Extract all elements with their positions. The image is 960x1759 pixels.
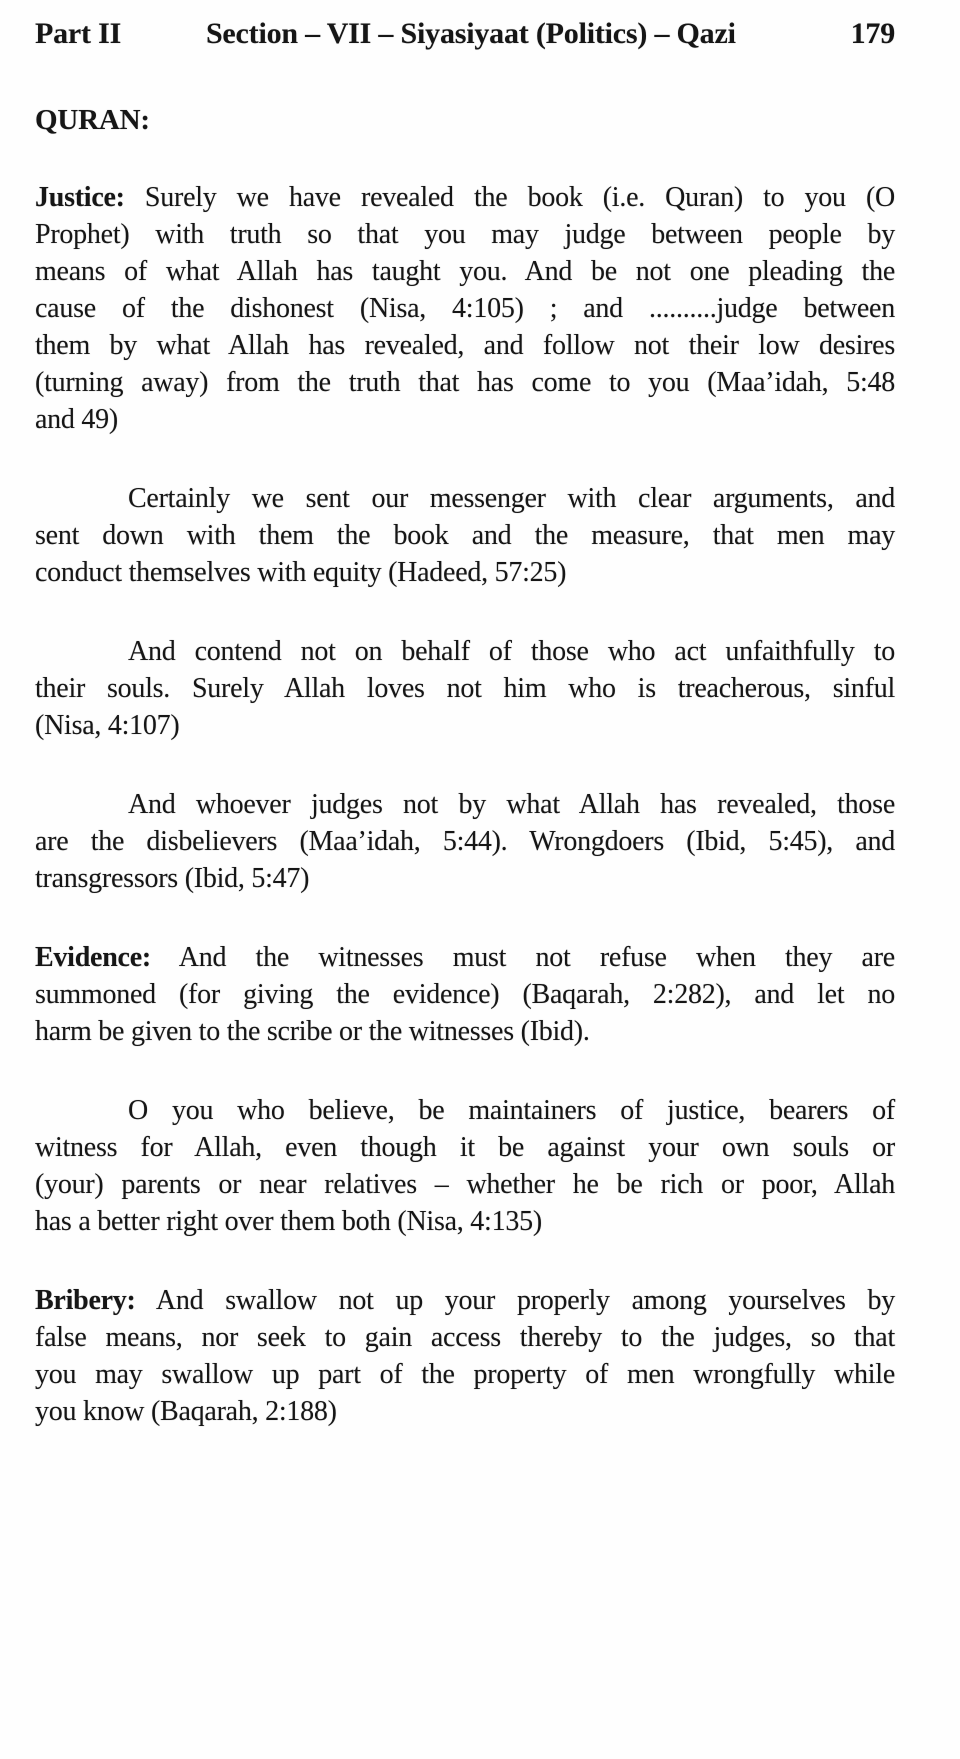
- text-line: their souls. Surely Allah loves not him who is treacherous, sinful: [35, 673, 895, 704]
- text-line: sent down with them the book and the measure, that men may: [35, 520, 895, 551]
- text-line: has a better right over them both (Nisa, 4:135): [35, 1206, 542, 1237]
- paragraph: [35, 179, 895, 438]
- page-header: [35, 14, 895, 54]
- text-line: (your) parents or near relatives – whether he be rich or poor, Allah: [35, 1169, 895, 1200]
- text-line: O you who believe, be maintainers of justice, bearers of: [128, 1095, 895, 1126]
- text-line: means of what Allah has taught you. And be not one pleading the: [35, 256, 895, 287]
- paragraph-label: Bribery:: [35, 1285, 136, 1316]
- paragraph: [35, 1282, 895, 1430]
- paragraph: [35, 939, 895, 1050]
- text-line: witness for Allah, even though it be against your own souls or: [35, 1132, 895, 1163]
- text-line: transgressors (Ibid, 5:47): [35, 863, 310, 894]
- text-line: Bribery: And swallow not up your properly among yourselves by: [35, 1285, 895, 1316]
- paragraph-label: Justice:: [35, 182, 125, 213]
- text-line: you may swallow up part of the property of men wrongfully while: [35, 1359, 895, 1390]
- paragraph: [35, 480, 895, 591]
- text-line: summoned (for giving the evidence) (Baqarah, 2:282), and let no: [35, 979, 895, 1010]
- header-part-label: Part II: [35, 17, 122, 50]
- text-line: (turning away) from the truth that has come to you (Maa’idah, 5:48: [35, 367, 895, 398]
- text-line: harm be given to the scribe or the witnesses (Ibid).: [35, 1016, 590, 1047]
- text-line: And contend not on behalf of those who act unfaithfully to: [128, 636, 895, 667]
- text-line: false means, nor seek to gain access thereby to the judges, so that: [35, 1322, 895, 1353]
- text-line: (Nisa, 4:107): [35, 710, 180, 741]
- text-line: Prophet) with truth so that you may judge between people by: [35, 219, 895, 250]
- header-section-title: Section – VII – Siyasiyaat (Politics) – Qazi: [205, 17, 736, 50]
- paragraph: [35, 786, 895, 897]
- body-paragraphs: [35, 179, 895, 1430]
- text-line: Evidence: And the witnesses must not refuse when they are: [35, 942, 895, 973]
- text-line: them by what Allah has revealed, and follow not their low desires: [35, 330, 895, 361]
- paragraph: [35, 1092, 895, 1240]
- text-line: and 49): [35, 404, 119, 435]
- paragraph: [35, 633, 895, 744]
- text-line: And whoever judges not by what Allah has revealed, those: [128, 789, 895, 820]
- quran-heading: QURAN:: [35, 104, 150, 136]
- text-line: cause of the dishonest (Nisa, 4:105) ; and ..........judge between: [35, 293, 895, 324]
- header-page-number: 179: [850, 17, 895, 50]
- text-line: conduct themselves with equity (Hadeed, 57:25): [35, 557, 567, 588]
- text-line: you know (Baqarah, 2:188): [35, 1396, 337, 1427]
- text-line: are the disbelievers (Maa’idah, 5:44). Wrongdoers (Ibid, 5:45), and: [35, 826, 895, 857]
- text-line: Justice: Surely we have revealed the book (i.e. Quran) to you (O: [35, 182, 895, 213]
- paragraph-label: Evidence:: [35, 942, 151, 973]
- text-line: Certainly we sent our messenger with clear arguments, and: [128, 483, 895, 514]
